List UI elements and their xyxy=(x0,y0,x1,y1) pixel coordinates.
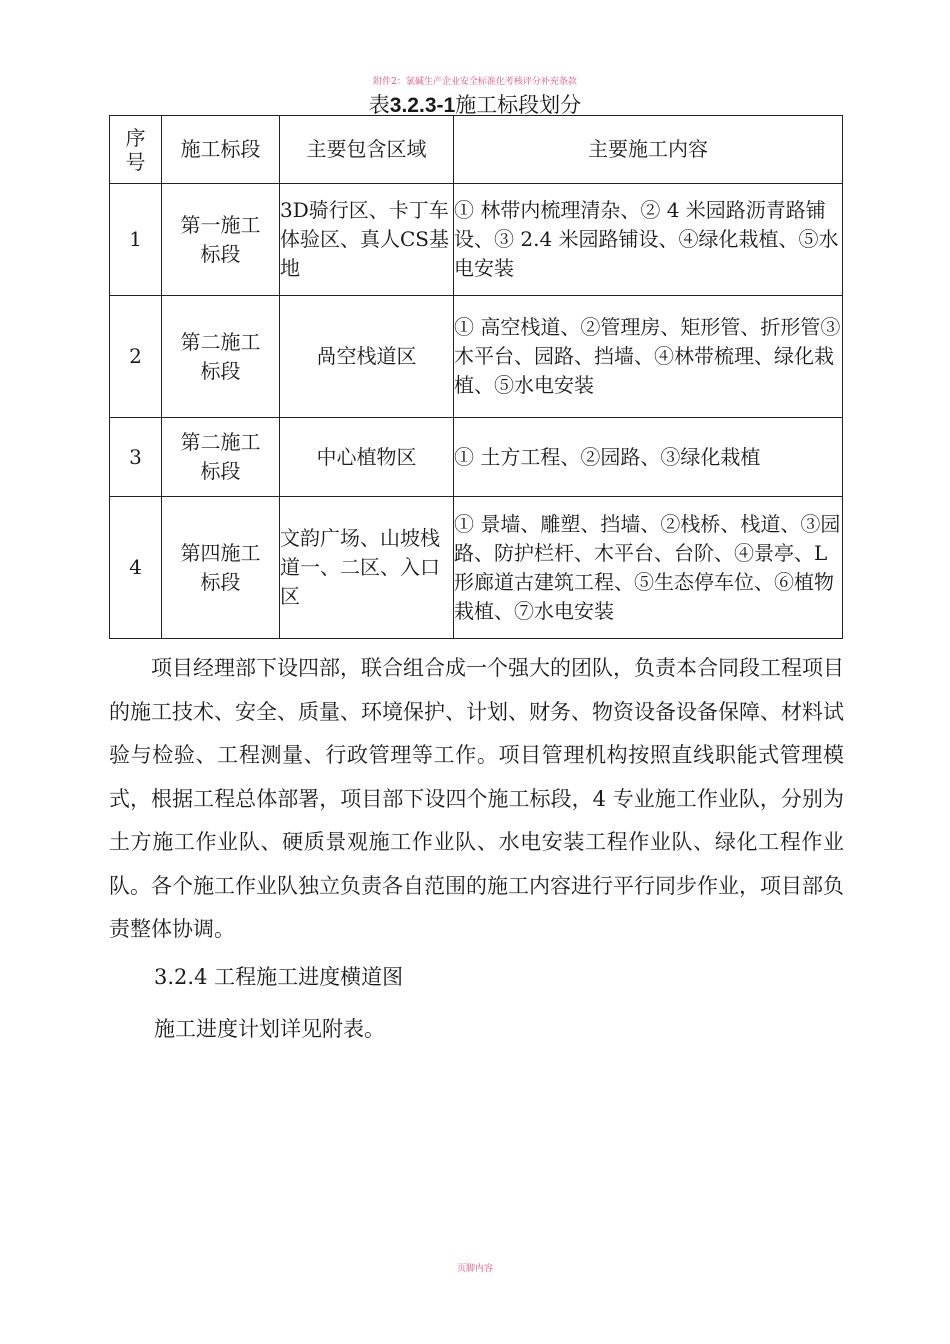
row-section: 第一施工标段 xyxy=(162,184,280,296)
row-content: ① 高空栈道、②管理房、矩形管、折形管③木平台、园路、挡墙、④林带梳理、绿化栽植、⑤水电安装 xyxy=(454,296,843,418)
row-section: 第二施工标段 xyxy=(162,418,280,497)
construction-sections-table xyxy=(109,115,843,639)
table-title-text: 施工标段划分 xyxy=(455,93,582,117)
table-header-row xyxy=(110,116,843,184)
row-area: 咼空栈道区 xyxy=(280,296,454,418)
row-index: 3 xyxy=(110,418,162,497)
table-title-number: 3.2.3-1 xyxy=(389,94,456,117)
header-section: 施工标段 xyxy=(162,116,280,184)
row-content: ① 景墙、雕塑、挡墙、②栈桥、栈道、③园路、防护栏杆、木平台、台阶、④景亭、L 形廊道古建筑工程、⑤生态停车位、⑥植物栽植、⑦水电安装 xyxy=(454,497,843,639)
header-index: 序号 xyxy=(110,116,162,184)
schedule-note: 施工进度计划详见附表。 xyxy=(154,1017,385,1041)
row-area: 3D骑行区、卡丁车体验区、真人CS基地 xyxy=(280,184,454,296)
row-section: 第二施工标段 xyxy=(162,296,280,418)
row-content: ① 土方工程、②园路、③绿化栽植 xyxy=(454,418,843,497)
header-content: 主要施工内容 xyxy=(454,116,843,184)
page-footer-note: 页脚内容 xyxy=(456,1264,493,1274)
table-row xyxy=(110,497,843,639)
table-row xyxy=(110,184,843,296)
row-index: 4 xyxy=(110,497,162,639)
header-area: 主要包含区域 xyxy=(280,116,454,184)
body-paragraph xyxy=(109,647,844,952)
row-content: ① 林带内梳理清杂、② 4 米园路沥青路铺设、③ 2.4 米园路铺设、④绿化栽植、⑤水电安装 xyxy=(454,184,843,296)
section-heading: 3.2.4 工程施工进度横道图 xyxy=(154,965,404,989)
table-title-prefix: 表 xyxy=(368,93,390,117)
row-area: 文韵广场、山坡栈道一、二区、入口区 xyxy=(280,497,454,639)
paragraph-text: 项目经理部下设四部，联合组合成一个强大的团队，负责本合同段工程项目的施工技术、安全、质量、环境保护、计划、财务、物资设备设备保障、材料试验与检验、工程测量、行政管理等工作。项目管理机构按照直线职能式管理模式，根据工程总体部署，项目部下设四个施工标段，4 专业施工作业队，分别为土方施工作业队、硬质景观施工作业队、水电安装工程作业队、绿化工程作业队。各个施工作业队独立负责各自范围的施工内容进行平行同步作业，项目部负责整体协调。 xyxy=(109,656,844,941)
row-section: 第四施工标段 xyxy=(162,497,280,639)
page-header-note: 附件2：氯碱生产企业安全标准化考核评分补充条款 xyxy=(373,77,577,87)
row-index: 2 xyxy=(110,296,162,418)
table-row xyxy=(110,418,843,497)
row-area: 中心植物区 xyxy=(280,418,454,497)
table-row xyxy=(110,296,843,418)
row-index: 1 xyxy=(110,184,162,296)
